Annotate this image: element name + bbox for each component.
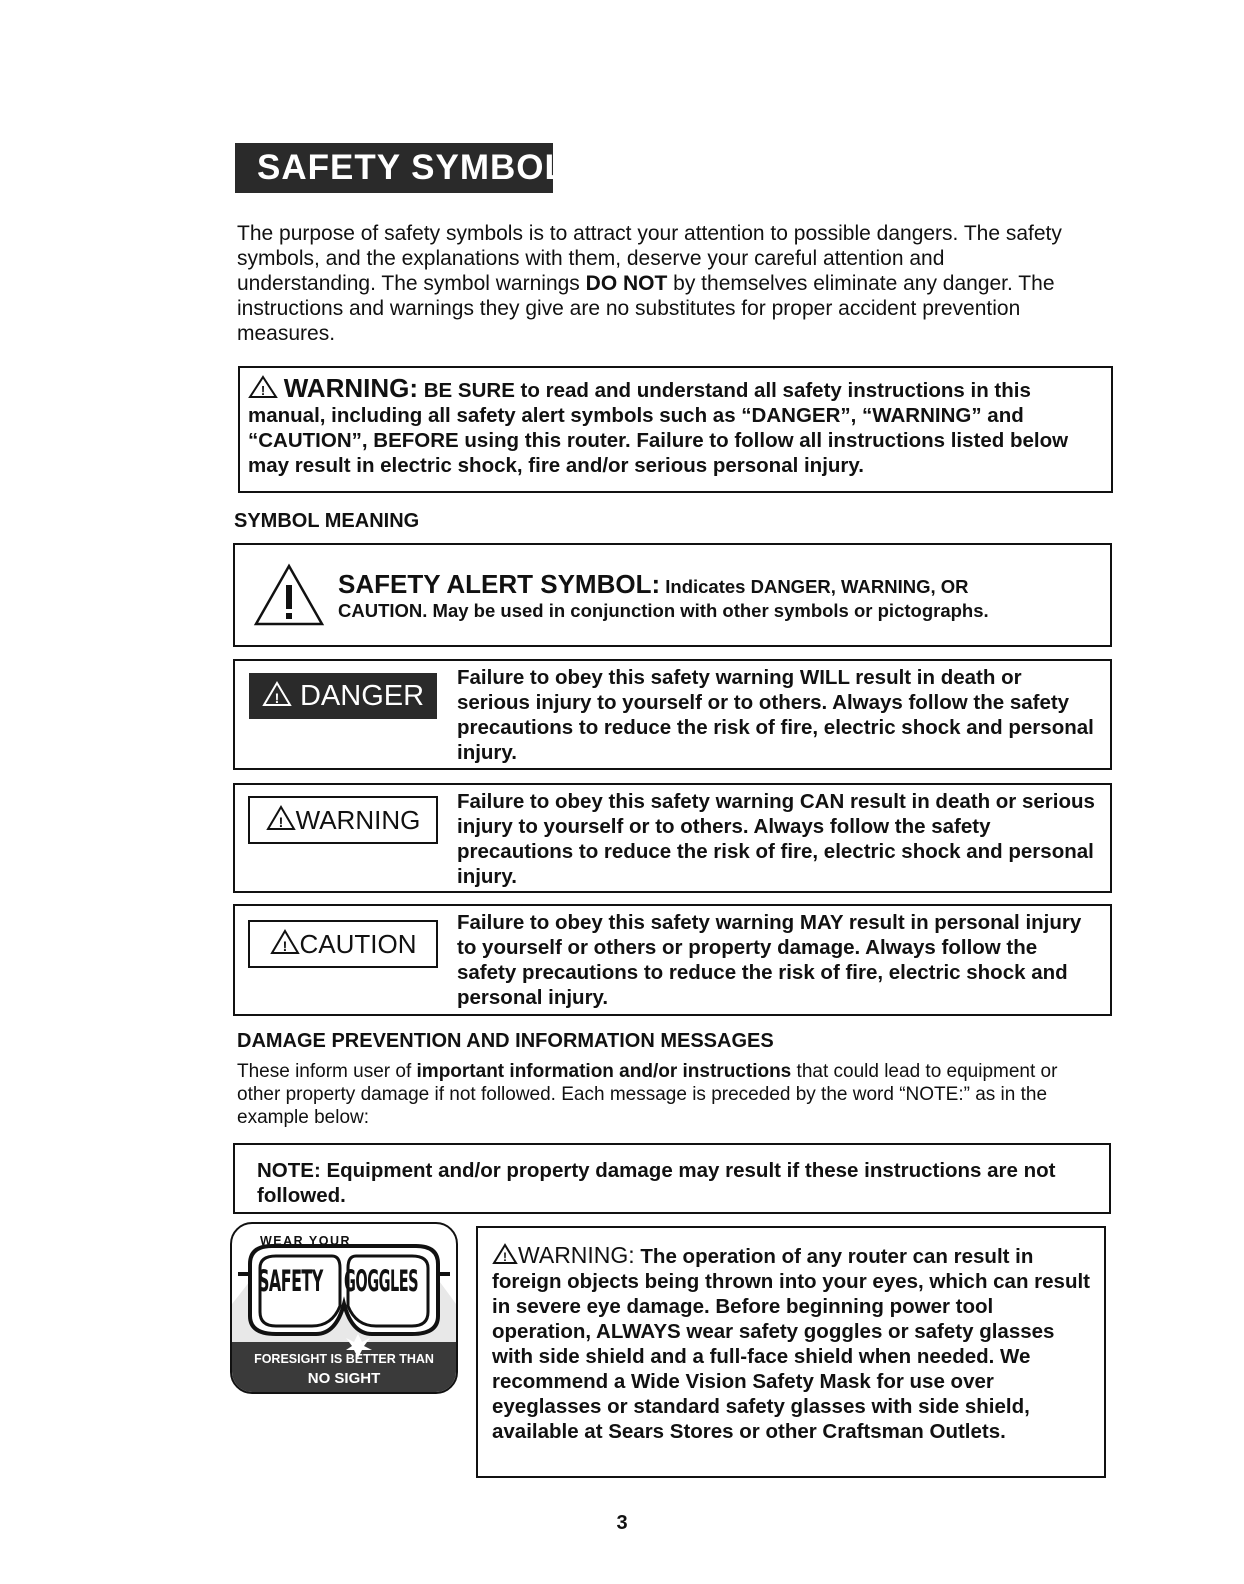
warning-triangle-icon [248,375,278,399]
goggles-bottom-text-1: FORESIGHT IS BETTER THAN [254,1352,434,1366]
intro-text-1: The purpose of safety symbols is to attract your attention to possible dangers. The safety symbols, and the explanations with them, deserve your careful attention and understanding. The symbol warnings [237,222,1062,295]
damage-heading: DAMAGE PREVENTION AND INFORMATION MESSAGES [237,1030,774,1052]
goggle-warning-text: The operation of any router can result in foreign objects being thrown into your eyes, which can result in severe eye damage. Before beginning power tool operation, ALWAYS wear safety goggles or safety glasses with side shield and a full-face shield when needed. We recommend a Wide Vision Safety Mask for use over eyeglasses or standard safety glasses with side shield, available at Sears Stores or other Craftsman Outlets. [492,1245,1091,1443]
danger-text: Failure to obey this safety warning WILL result in death or serious injury to yourself or to others. Always follow the safety precautions to reduce the risk of fire, electric shock and personal injury. [457,666,1094,764]
intro-text-2: by themselves eliminate any danger. The instructions and warnings they give are no substitutes for proper accident prevention measures. [237,272,1055,345]
damage-paragraph [237,1060,1097,1129]
main-warning-label: WARNING: [283,373,419,403]
note-box: NOTE: Equipment and/or property damage may result if these instructions are not followed. [233,1143,1111,1214]
goggle-warning-triangle-icon [492,1243,518,1265]
page-title: SAFETY SYMBOLS [235,143,553,193]
safety-goggles-sign [230,1222,458,1394]
caution-badge-label: CAUTION [299,929,417,959]
caution-text: Failure to obey this safety warning MAY result in personal injury to yourself or others or property damage. Always follow the safety precautions to reduce the risk of fire, electric shock and personal injury. [457,911,1082,1009]
safety-alert-desc-1: Indicates DANGER, WARNING, OR [665,576,969,597]
goggles-bottom-text-2: NO SIGHT [307,1370,381,1387]
svg-text:!: ! [274,690,280,706]
goggles-top-text: WEAR YOUR [260,1234,352,1248]
symbol-meaning-heading: SYMBOL MEANING [234,510,420,532]
danger-triangle-icon [262,681,292,707]
goggles-word-safety: SAFETY [258,1264,323,1298]
main-warning-text: BE SURE to read and understand all safety instructions in this manual, including all safety alert symbols such as “DANGER”, “WARNING” and “CAUTION”, BEFORE using this router. Failure to follow all instructions listed below may result in electric shock, fire and/or serious personal injury. [248,379,1069,477]
warning-badge-label: WARNING [295,805,421,835]
goggles-icon [232,1224,456,1392]
caution-row [233,904,1112,1016]
main-warning-box [238,366,1113,493]
svg-text:!: ! [282,938,287,954]
goggles-word-goggles: GOGGLES [344,1264,419,1298]
caution-badge [248,920,438,968]
svg-text:!: ! [278,814,283,830]
svg-text:!: ! [260,383,266,398]
safety-alert-triangle-icon [253,563,325,627]
safety-alert-text [338,569,1108,623]
warning-row [233,783,1112,893]
caution-badge-triangle-icon [270,929,300,955]
goggle-warning-label: WARNING: [518,1242,635,1268]
damage-emphasis: important information and/or instructions [416,1061,792,1082]
goggle-warning-box [476,1226,1106,1478]
damage-text-2: that could lead to equipment or other property damage if not followed. Each message is preceded by the word “NOTE:” as in the example below: [237,1061,1058,1128]
page-number: 3 [616,1512,628,1534]
svg-text:!: ! [503,1250,507,1264]
damage-text-1: These inform user of [237,1061,417,1082]
danger-row [233,659,1112,770]
intro-paragraph [237,221,1087,346]
danger-badge [249,673,437,719]
warning-badge-triangle-icon [266,805,296,831]
danger-badge-label: DANGER [299,680,425,712]
safety-alert-label: SAFETY ALERT SYMBOL: [338,569,661,599]
warning-badge [248,796,438,844]
intro-emphasis: DO NOT [585,272,668,295]
warning-text: Failure to obey this safety warning CAN result in death or serious injury to yourself or to others. Always follow the safety precautions to reduce the risk of fire, electric shock and personal injury. [457,790,1095,888]
safety-alert-desc-2: CAUTION. May be used in conjunction with other symbols or pictographs. [338,600,989,621]
